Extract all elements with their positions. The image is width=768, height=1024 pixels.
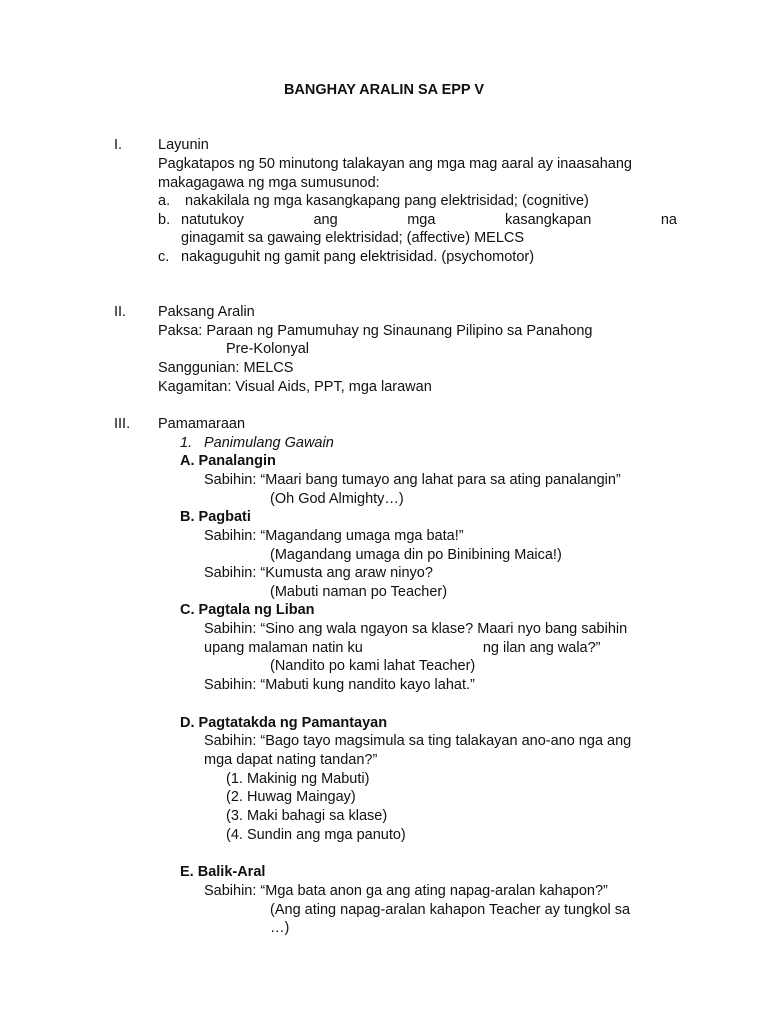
step-c-line-2 (204, 639, 601, 657)
step-e-line-1: Sabihin: “Mga bata anon ga ang ating napag-aralan kahapon?” (204, 883, 608, 899)
step-d-line-2: mga dapat nating tandan?” (204, 752, 378, 768)
paksa-line-1: Paksa: Paraan ng Pamumuhay ng Sinaunang Pilipino sa Panahong (158, 323, 593, 339)
rule-item: (3. Maki bahagi sa klase) (226, 808, 388, 824)
step-a-title: A. Panalangin (180, 453, 276, 469)
step-e-line-3: …) (270, 920, 290, 936)
section-1-heading: Layunin (158, 137, 209, 153)
step-c-title: C. Pagtala ng Liban (180, 602, 315, 618)
document-title: BANGHAY ARALIN SA EPP V (283, 82, 485, 98)
step-b-line-1: Sabihin: “Magandang umaga mga bata!” (204, 528, 464, 544)
objective-b-word: mga (407, 212, 436, 228)
step-e-title: E. Balik-Aral (180, 864, 266, 880)
step-c-line-1: Sabihin: “Sino ang wala ngayon sa klase? Maari nyo bang sabihin (204, 621, 628, 637)
objective-b-line-2: ginagamit sa gawaing elektrisidad; (affective) MELCS (181, 230, 525, 246)
objective-a-text: nakakilala ng mga kasangkapang pang elektrisidad; (cognitive) (185, 193, 589, 209)
objectives-intro-line-2: makagagawa ng mga sumusunod: (158, 175, 380, 191)
section-1-number: I. (114, 137, 123, 153)
step-c-line-2-part-1: upang malaman natin ku (204, 640, 363, 656)
step-c-line-3: (Nandito po kami lahat Teacher) (270, 658, 476, 674)
section-3-number: III. (114, 416, 131, 432)
subsection-number: 1. (180, 435, 193, 451)
objective-b-word: natutukoy (181, 212, 244, 228)
kagamitan-line: Kagamitan: Visual Aids, PPT, mga larawan (158, 379, 432, 395)
objective-b-letter: b. (158, 212, 171, 228)
rule-item: (2. Huwag Maingay) (226, 789, 356, 805)
section-2-heading: Paksang Aralin (158, 304, 255, 320)
objective-b-word: na (660, 212, 677, 228)
step-d-title: D. Pagtatakda ng Pamantayan (180, 715, 388, 731)
section-2-number: II. (114, 304, 127, 320)
objective-c-text: nakaguguhit ng gamit pang elektrisidad. (psychomotor) (181, 249, 535, 265)
step-b-line-4: (Mabuti naman po Teacher) (270, 584, 448, 600)
objective-a-letter: a. (158, 193, 171, 209)
paksa-line-2: Pre-Kolonyal (226, 341, 310, 357)
rule-item: (4. Sundin ang mga panuto) (226, 827, 406, 843)
section-3-heading: Pamamaraan (158, 416, 246, 432)
step-a-line-1: Sabihin: “Maari bang tumayo ang lahat para sa ating panalangin” (204, 472, 621, 488)
objective-b-word: ang (313, 212, 338, 228)
step-d-line-1: Sabihin: “Bago tayo magsimula sa ting talakayan ano-ano nga ang (204, 733, 632, 749)
step-b-line-2: (Magandang umaga din po Binibining Maica!) (270, 547, 562, 563)
objective-b-word: kasangkapan (505, 212, 592, 228)
step-c-line-2-part-2: ng ilan ang wala?” (482, 640, 601, 656)
objective-b-line-1 (181, 211, 677, 229)
step-c-line-4: Sabihin: “Mabuti kung nandito kayo lahat.” (204, 677, 475, 693)
step-b-line-3: Sabihin: “Kumusta ang araw ninyo? (204, 565, 433, 581)
rule-item: (1. Makinig ng Mabuti) (226, 771, 370, 787)
objectives-intro-line-1: Pagkatapos ng 50 minutong talakayan ang mga mag aaral ay inaasahang (158, 156, 632, 172)
step-a-line-2: (Oh God Almighty…) (270, 491, 404, 507)
step-b-title: B. Pagbati (180, 509, 251, 525)
sanggunian-line: Sanggunian: MELCS (158, 360, 294, 376)
objective-c-letter: c. (158, 249, 170, 265)
subsection-title: Panimulang Gawain (204, 435, 334, 451)
step-e-line-2: (Ang ating napag-aralan kahapon Teacher ay tungkol sa (270, 902, 631, 918)
